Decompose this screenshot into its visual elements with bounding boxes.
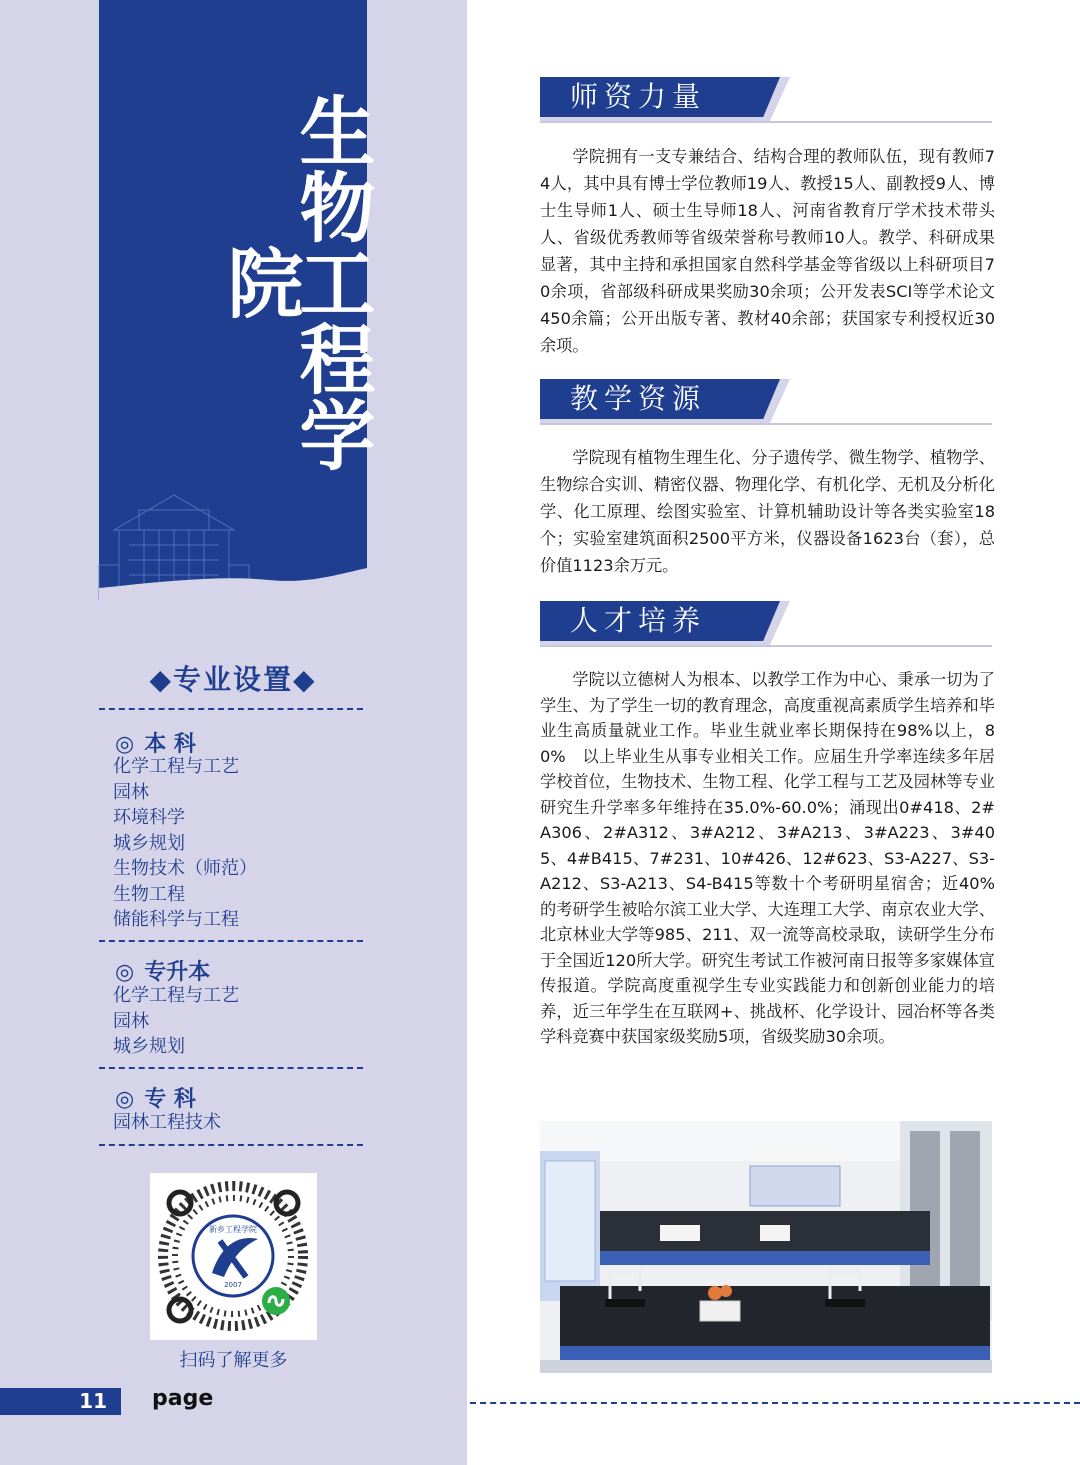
section-header-resources (540, 379, 995, 425)
ring-icon: ◎ (115, 960, 135, 985)
divider (99, 708, 363, 710)
divider (99, 1144, 363, 1146)
section-body-talent: 学院以立德树人为根本、以教学工作为中心、秉承一切为了学生、为了学生一切的教育理念，高度重视高素质学生培养和毕业生高质量就业工作。毕业生就业率长期保持在98%以上，80% 以上毕业生从事专业相关工作。应届生升学率连续多年居学校首位，生物技术、生物工程、化学工程与工艺及园林等专业研究生升学率多年维持在35.0%-60.0%；涌现出0#418、2#A306、2#A312、3#A212、3#A213、3#A223、3#405、4#B415、7#231、10#426、12#623、S3-A227、S3-A212、S3-A213、S4-B415等数十个考研明星宿舍；近40%的考研学生被哈尔滨工业大学、大连理工大学、南京农业大学、北京林业大学等985、211、双一流等高校录取，读研学生分布于全国近120所大学。研究生考试工作被河南日报等多家媒体宣传报道。学院高度重视学生专业实践能力和创新创业能力的培养，近三年学生在互联网+、挑战杯、化学设计、园冶杯等各类学科竞赛中获国家级奖励5项，省级奖励30余项。 (540, 670, 995, 1046)
section-header-faculty (540, 77, 995, 123)
footer-divider (470, 1402, 1080, 1404)
college-title: 生物工程学院 (215, 92, 376, 472)
list-item: 城乡规划 (113, 1036, 185, 1057)
list-item: 生物技术（师范） (113, 858, 257, 879)
page-label: page (152, 1386, 214, 1411)
majors-heading: ◆专业设置◆ (149, 663, 317, 696)
qr-logo-year: 2007 (224, 1281, 242, 1289)
laboratory-photo (540, 1121, 992, 1373)
junior-majors-list (113, 1110, 221, 1136)
list-item: 化学工程与工艺 (113, 985, 239, 1006)
qr-logo-text: 新乡工程学院 (209, 1225, 257, 1234)
divider (99, 1067, 363, 1069)
category-heading-upgrade (115, 955, 210, 986)
section-header-talent (540, 601, 995, 647)
category-label: 专升本 (144, 960, 211, 985)
qr-caption: 扫码了解更多 (179, 1350, 288, 1371)
section-underline (540, 645, 992, 647)
list-item: 园林 (113, 781, 149, 803)
list-item: 化学工程与工艺 (113, 756, 239, 777)
section-title: 师资力量 (570, 80, 707, 113)
section-underline (540, 423, 992, 425)
qr-code[interactable] (150, 1173, 317, 1340)
building-illustration (99, 470, 367, 610)
list-item: 生物工程 (113, 883, 185, 905)
section-underline (540, 121, 992, 123)
category-label: 本 科 (144, 732, 196, 757)
laboratory-illustration (540, 1121, 992, 1373)
category-heading-junior (115, 1082, 196, 1113)
ring-icon: ◎ (115, 732, 135, 757)
undergrad-majors-list (113, 754, 257, 933)
list-item: 储能科学与工程 (113, 909, 239, 930)
qr-code-graphic (150, 1173, 317, 1340)
college-title-banner (99, 0, 376, 610)
divider (99, 940, 363, 942)
page-number: 11 (0, 1388, 121, 1415)
section-body-resources: 学院现有植物生理生化、分子遗传学、微生物学、植物学、生物综合实训、精密仪器、物理化学、有机化学、无机及分析化学、化工原理、绘图实验室、计算机辅助设计等各类实验室18个；实验室建筑面积2500平方米，仪器设备1623台（套），总价值1123余万元。 (540, 448, 995, 575)
category-label: 专 科 (144, 1087, 196, 1112)
list-item: 园林工程技术 (113, 1112, 221, 1133)
section-title: 教学资源 (570, 382, 707, 415)
list-item: 园林 (113, 1010, 149, 1032)
section-body-faculty: 学院拥有一支专兼结合、结构合理的教师队伍，现有教师74人，其中具有博士学位教师19人、教授15人、副教授9人、博士生导师1人、硕士生导师18人、河南省教育厅学术技术带头人、省级优秀教师等省级荣誉称号教师10人。教学、科研成果显著，其中主持和承担国家自然科学基金等省级以上科研项目70余项，省部级科研成果奖励30余项；公开发表SCI等学术论文450余篇；公开出版专著、教材40余部；获国家专利授权近30余项。 (540, 147, 995, 355)
section-title: 人才培养 (570, 604, 707, 637)
list-item: 城乡规划 (113, 832, 185, 854)
upgrade-majors-list (113, 983, 239, 1060)
ring-icon: ◎ (115, 1087, 135, 1112)
list-item: 环境科学 (113, 807, 185, 828)
